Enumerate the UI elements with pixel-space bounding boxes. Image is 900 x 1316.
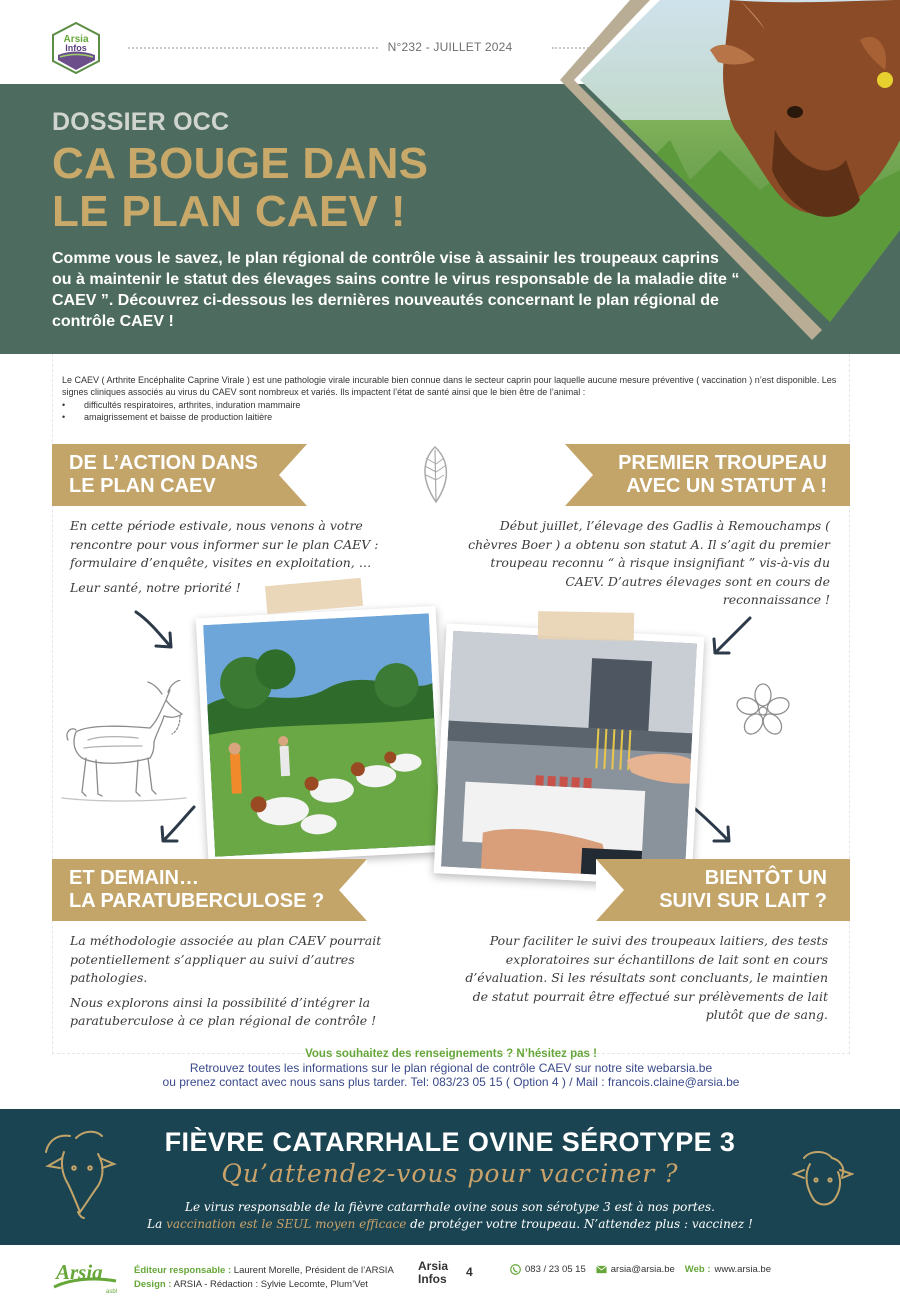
page-footer	[0, 1245, 900, 1316]
promo-text-start: La	[147, 1217, 163, 1231]
design-value: ARSIA - Rédaction : Sylvie Lecomte, Plum’Vet	[173, 1279, 368, 1290]
banner-title-line: BIENTÔT UN	[704, 867, 827, 889]
svg-text:Infos: Infos	[418, 1272, 447, 1286]
banner-title-line: ET DEMAIN…	[69, 867, 199, 889]
promo-line	[0, 1217, 900, 1231]
arsia-infos-mark	[418, 1258, 460, 1288]
hero-headline	[52, 140, 572, 236]
promo-title: FIÈVRE CATARRHALE OVINE SÉROTYPE 3	[164, 1127, 736, 1157]
section-banner-lait	[596, 859, 850, 921]
symptom-list	[62, 399, 842, 423]
issue-number: N°232 - JUILLET 2024	[387, 40, 513, 54]
banner-title-line: AVEC UN STATUT A !	[626, 475, 827, 497]
promo-subtitle: Qu’attendez-vous pour vacciner ?	[221, 1159, 679, 1188]
footer-contact	[510, 1264, 771, 1275]
contact-question: Vous souhaitez des renseignements ? N’hésitez pas !	[305, 1048, 597, 1060]
banner-title-line: LE PLAN CAEV	[69, 475, 216, 497]
editor-label: Éditeur responsable :	[134, 1265, 232, 1276]
banner-title-line: LA PARATUBERCULOSE ?	[69, 890, 325, 912]
contact-block	[52, 1047, 850, 1089]
tape-decoration	[538, 611, 634, 641]
promo-highlight: vaccination est le SEUL moyen efficace	[166, 1217, 407, 1231]
banner-title-line: PREMIER TROUPEAU	[618, 452, 827, 474]
headline-line-1: CA BOUGE DANS	[52, 139, 429, 188]
lait-paragraph: Pour faciliter le suivi des troupeaux laitiers, des tests exploratoires sur échantillons de lait sont en cours d’évaluation. Si les résultats sont concluants, le maintien de statut pourrait être effectué sur prélèvements de lait plutôt que de sang.	[465, 933, 828, 1022]
symptom-item: • difficultés respiratoires, arthrites, induration mammaire	[62, 399, 842, 411]
section-banner-premier	[565, 444, 850, 506]
sheep-head-icon	[790, 1144, 854, 1210]
arsia-infos-logo	[50, 22, 102, 74]
premier-paragraph: Début juillet, l’élevage des Gadlis à Remouchamps ( chèvres Boer ) a obtenu son statut A. Il s’agit du premier troupeau reconnu “ à risque insignifiant ” vis-à-vis du CAEV. D’autres élevages sont en cours de reconnaissance !	[468, 518, 830, 607]
banner-title-line: DE L’ACTION DANS	[69, 452, 258, 474]
section-banner-action	[52, 444, 307, 506]
intro-paragraph	[62, 374, 842, 423]
editor-value: Laurent Morelle, Président de l’ARSIA	[233, 1265, 394, 1276]
arrow-icon	[706, 612, 756, 660]
promo-line: Le virus responsable de la fièvre catarrhale ovine sous son sérotype 3 est à nos portes.	[185, 1200, 715, 1214]
svg-text:Infos: Infos	[65, 43, 87, 53]
premier-text	[468, 517, 830, 610]
svg-text:Arsia: Arsia	[56, 1260, 103, 1284]
footer-phone[interactable]: 083 / 23 05 15	[525, 1264, 586, 1275]
contact-website-line[interactable]: Retrouvez toutes les informations sur le plan régional de contrôle CAEV sur notre site webarsia.be	[189, 1061, 713, 1075]
symptom-item: • amaigrissement et baisse de production laitière	[62, 411, 842, 423]
footer-email[interactable]: arsia@arsia.be	[610, 1264, 675, 1275]
arsia-footer-logo	[50, 1255, 120, 1295]
svg-text:Arsia: Arsia	[63, 34, 89, 45]
demain-text	[70, 932, 410, 1031]
flower-icon	[734, 682, 792, 738]
leaf-icon	[416, 444, 454, 506]
design-label: Design :	[134, 1279, 172, 1290]
lait-text	[462, 932, 828, 1025]
arrow-icon	[130, 606, 180, 654]
bluetongue-promo	[0, 1109, 900, 1245]
contact-phone-mail-line[interactable]: ou prenez contact avec nous sans plus tarder. Tel: 083/23 05 15 ( Option 4 ) / Mail : francois.claine@arsia.be	[162, 1075, 740, 1089]
svg-text:Arsia: Arsia	[418, 1259, 449, 1273]
arrow-icon	[688, 802, 738, 848]
mail-icon	[596, 1265, 607, 1274]
footer-website[interactable]: www.arsia.be	[714, 1264, 771, 1275]
promo-text-end: de protéger votre troupeau. N’attendez plus : vaccinez !	[410, 1217, 753, 1231]
phone-icon	[510, 1264, 521, 1275]
goat-head-icon	[40, 1128, 118, 1220]
svg-text:asbl: asbl	[106, 1289, 118, 1295]
field-goats-image	[203, 613, 441, 857]
editor-credits	[134, 1264, 394, 1292]
action-text	[70, 517, 415, 597]
hero-lead: Comme vous le savez, le plan régional de contrôle vise à assainir les troupeaux caprins ou à maintenir le statut des élevages sains contre le virus responsable de la maladie dite “ CAEV ”. Découvrez ci-dessous les dernières nouveautés concernant le plan régional de contrôle CAEV !	[52, 250, 740, 330]
action-paragraph: En cette période estivale, nous venons à votre rencontre pour vous informer sur le plan CAEV : formulaire d’enquête, visites en exploitation, …	[70, 518, 379, 570]
demain-paragraph: La méthodologie associée au plan CAEV pourrait potentiellement s’appliquer au suivi d’autres pathologies.	[70, 933, 382, 985]
demain-paragraph: Nous explorons ainsi la possibilité d’intégrer la paratuberculose à ce plan régional de contrôle !	[70, 994, 377, 1028]
hero-kicker: DOSSIER OCC	[52, 108, 230, 136]
lab-image	[441, 631, 697, 879]
page-number: 4	[466, 1265, 473, 1279]
lab-photo	[434, 623, 705, 886]
action-tagline: Leur santé, notre priorité !	[70, 579, 241, 595]
intro-text: Le CAEV ( Arthrite Encéphalite Caprine Virale ) est une pathologie virale incurable bien connue dans le secteur caprin pour laquelle aucune mesure préventive ( vaccination ) n’est disponible. Les signes cliniques associés au virus du CAEV sont nombreux et variés. Ils impactent l’état de santé ainsi que le bien être de l’animal :	[62, 375, 837, 397]
goat-sketch-icon	[58, 680, 190, 810]
field-goats-photo	[196, 606, 449, 864]
goat-photo	[560, 0, 900, 354]
banner-title-line: SUIVI SUR LAIT ?	[659, 890, 827, 912]
web-label: Web :	[684, 1264, 711, 1275]
section-banner-demain	[52, 859, 367, 921]
headline-line-2: LE PLAN CAEV !	[52, 187, 406, 236]
